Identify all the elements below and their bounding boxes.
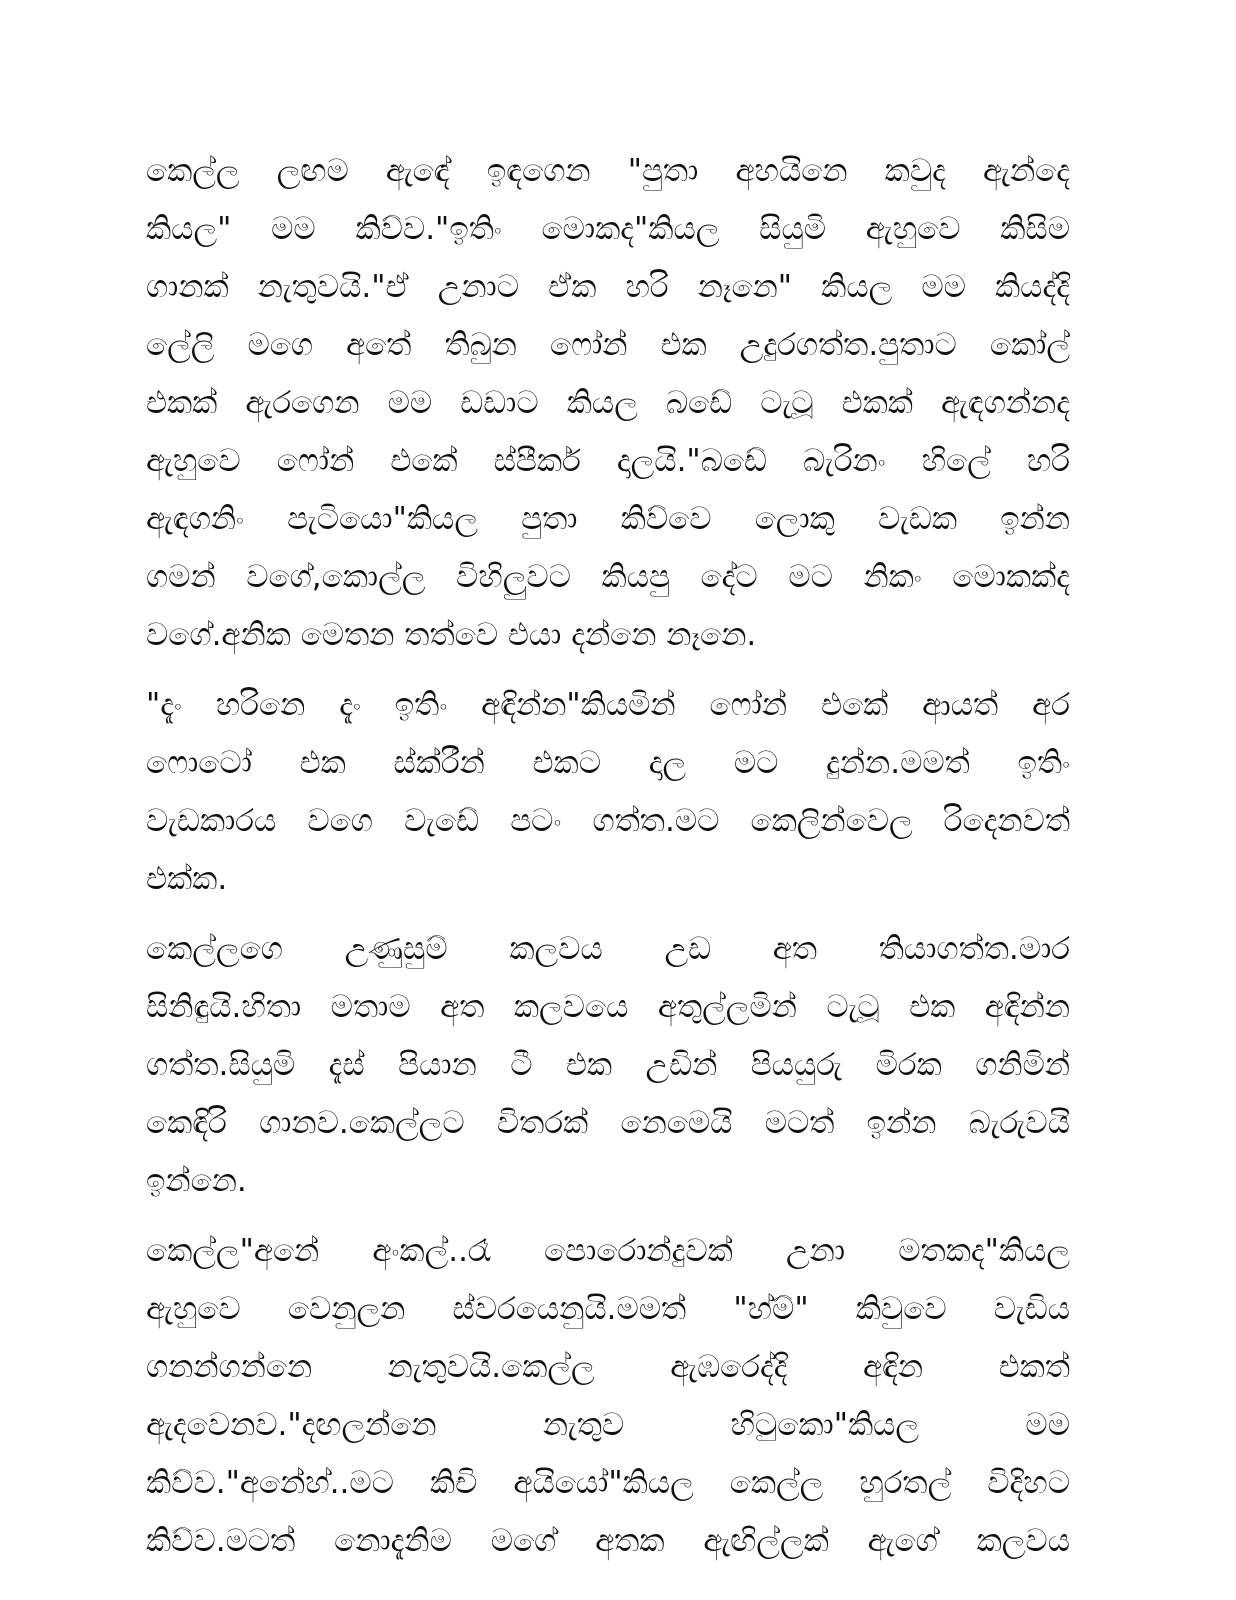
text-line: කෙල්ල"අනේ අංකල්..රෑ පොරොන්දුවක් උනා මතකද"කියල xyxy=(146,1233,1070,1269)
text-line: කෙල්ලගෙ උණුසුම් කලවය උඩ අත තියාගත්ත.මාර xyxy=(146,931,1070,967)
paragraph-3 xyxy=(146,920,1070,1210)
text-line: කෙල්ල ලඟම ඇඳේ ඉඳගෙන "පුතා අහයිනෙ කවුද ඇන්දෙ xyxy=(146,153,1070,189)
text-line: ගනන්ගන්නෙ නැතුවයි.කෙල්ල ඇඹරෙද්දි අඳින එකත් xyxy=(146,1349,1070,1385)
text-line: ඉන්නෙ. xyxy=(146,1163,247,1199)
text-line: එක්ක. xyxy=(146,861,228,897)
paragraph-2 xyxy=(146,676,1070,908)
text-line: ලේලි මගෙ අතේ තිබුන ෆෝන් එක උදුරගත්ත.පුතාට කෝල් xyxy=(146,327,1070,363)
text-line: ගත්ත.සියුමි දැස් පියාන ටී එක උඩින් පියයුරු මිරක ගනිමින් xyxy=(146,1047,1070,1083)
text-line: කිව්ව.මටත් නොදැනිම මගේ අතක ඇඟිල්ලක් ඇගේ කලවය xyxy=(146,1523,1070,1559)
text-line: ෆොටෝ එක ස්ක්රීන් එකට දාල මට දුන්න.මමත් ඉතිං xyxy=(146,745,1070,781)
text-line: ඇදවෙනව."දඟලන්නෙ නැතුව හිටුකො"කියල මම xyxy=(146,1407,1070,1443)
text-line: "දැං හරිනෙ දැං ඉතිං අඳින්න"කියමින් ෆෝන් එකේ ආයත් අර xyxy=(146,687,1070,723)
text-line: ඇඳගනිං පැටියො"කියල පුතා කිව්වෙ ලොකු වැඩක ඉන්න xyxy=(146,501,1070,537)
text-line: වැඩකාරය වගෙ වැඩේ පටං ගත්ත.මට කෙලින්වෙල රිදෙනවත් xyxy=(146,803,1070,839)
text-line: කියල" මම කිව්ව."ඉතිං මොකද"කියල සියුමි ඇහුවෙ කිසිම xyxy=(146,211,1070,247)
text-line: ගමන් වගේ,කොල්ල විහිලුවට කියපු දේට මට නිකං මොකක්ද xyxy=(146,559,1070,595)
text-line: ඇහුවෙ වෙනුලන ස්වරයෙනුයි.මමත් "හ්ම්" කිවුවෙ වැඩිය xyxy=(146,1291,1070,1327)
document-page xyxy=(146,142,1070,1570)
paragraph-4 xyxy=(146,1222,1070,1570)
text-line: කිව්ව."අනේහ්..මට කිචි අයියෝ"කියල කෙල්ල හුරතල් විදිහට xyxy=(146,1465,1070,1501)
text-line: සිනිඳුයි.හිතා මතාම අත කලවයෙ අතුල්ලමින් ටැටූ එක අඳින්න xyxy=(146,989,1070,1025)
text-line: ඇහුවෙ ෆෝන් එකේ ස්පීකර් දාලයි."බඩේ බැරිනං හිලේ හරි xyxy=(146,443,1070,479)
paragraph-1 xyxy=(146,142,1070,664)
text-line: ගානක් නැතුවයි."ඒ උනාට ඒක හරි නෑනෙ" කියල මම කියද්දි xyxy=(146,269,1070,305)
text-line: වගේ.අනික මෙතන තත්වෙ එයා දන්නෙ නෑනෙ. xyxy=(146,617,757,653)
text-line: කෙඳිරි ගානව.කෙල්ලට විතරක් නෙමෙයි මටත් ඉන්න බැරුවයි xyxy=(146,1105,1070,1141)
text-line: එකක් ඇරගෙන මම ඩඩාට කියල බඩේ ටැටූ එකක් ඇඳගන්නද xyxy=(146,385,1070,421)
